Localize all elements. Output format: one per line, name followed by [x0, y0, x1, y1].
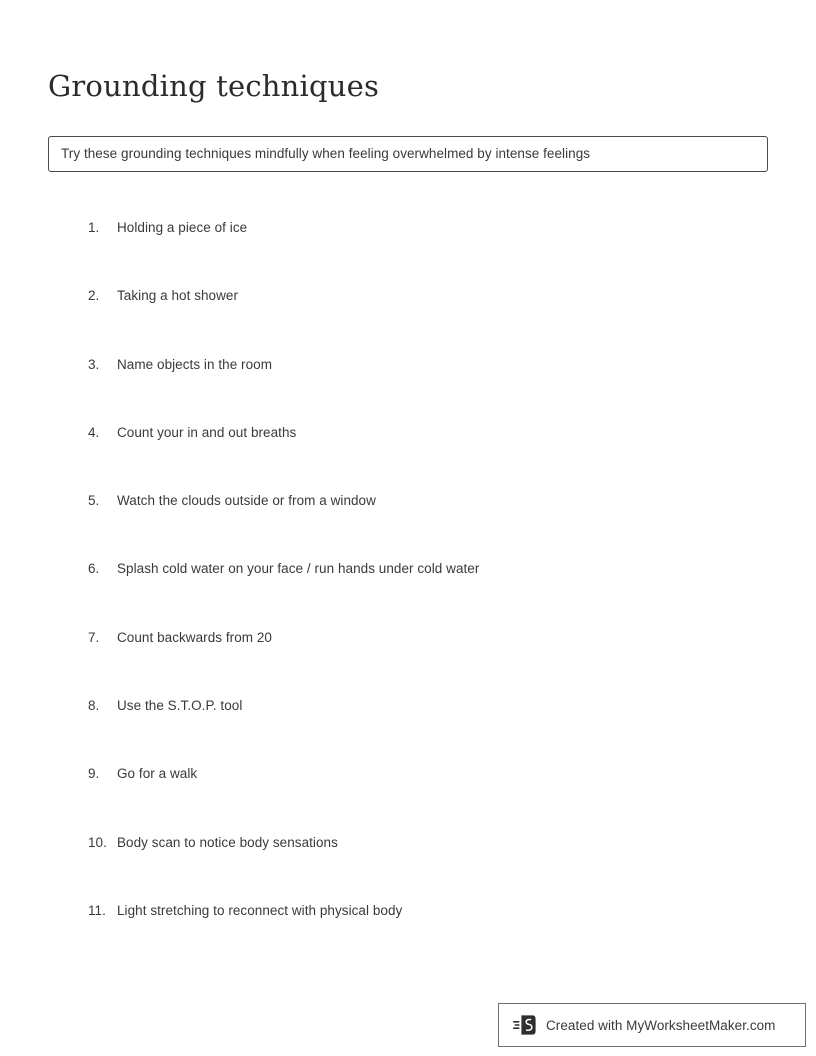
worksheet-maker-logo-icon: [513, 1013, 539, 1037]
list-item: [88, 492, 808, 560]
list-item-number: 4.: [88, 424, 100, 440]
footer-badge[interactable]: [498, 1003, 806, 1047]
instruction-text: Try these grounding techniques mindfully when feeling overwhelmed by intense feelings: [61, 146, 591, 161]
badge-text: Created with MyWorksheetMaker.com: [546, 1017, 776, 1033]
instruction-box: [48, 136, 768, 172]
list-item-number: 5.: [88, 493, 100, 509]
list-item-label: Splash cold water on your face / run hands under cold water: [117, 561, 480, 577]
list-item: [88, 697, 808, 765]
list-item-label: Name objects in the room: [117, 356, 273, 372]
list-item-label: Use the S.T.O.P. tool: [117, 698, 243, 714]
list-item: [88, 424, 808, 492]
list-item: [88, 287, 808, 355]
list-item-label: Watch the clouds outside or from a window: [117, 493, 376, 509]
list-item-label: Body scan to notice body sensations: [117, 834, 338, 850]
list-item-number: 11.: [88, 902, 106, 918]
list-item-number: 3.: [88, 356, 100, 372]
list-item-label: Count your in and out breaths: [117, 424, 297, 440]
list-item: [88, 629, 808, 697]
list-item: [88, 356, 808, 424]
list-item-label: Taking a hot shower: [117, 288, 239, 304]
page-title: Grounding techniques: [48, 69, 380, 104]
list-item-number: 8.: [88, 698, 100, 714]
list-item-label: Count backwards from 20: [117, 629, 272, 645]
list-item: [88, 765, 808, 833]
list-item-label: Go for a walk: [117, 766, 198, 782]
list-item: [88, 834, 808, 902]
list-item-label: Light stretching to reconnect with physical body: [117, 902, 403, 918]
list-item: [88, 219, 808, 287]
list-item: [88, 560, 808, 628]
list-item-number: 7.: [88, 629, 100, 645]
list-item: [88, 902, 808, 970]
list-item-number: 1.: [88, 220, 100, 235]
list-item-label: Holding a piece of ice: [117, 220, 248, 235]
techniques-list: [48, 219, 808, 970]
list-item-number: 9.: [88, 766, 100, 782]
list-item-number: 10.: [88, 834, 107, 850]
list-item-number: 2.: [88, 288, 100, 304]
list-item-number: 6.: [88, 561, 100, 577]
